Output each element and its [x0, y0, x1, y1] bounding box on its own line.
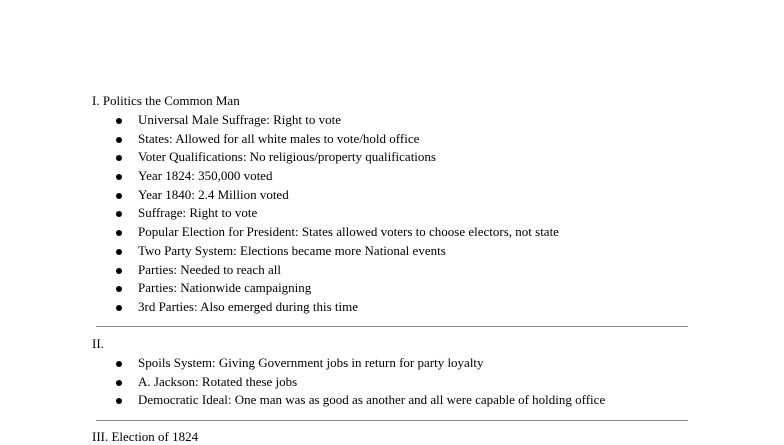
list-item [112, 168, 559, 187]
list-item [112, 392, 605, 411]
section-heading-2: II. [92, 336, 104, 351]
bullet-icon [116, 286, 122, 292]
bullet-list-2 [112, 355, 605, 411]
list-item [112, 112, 559, 131]
bullet-icon [116, 155, 122, 161]
list-item [112, 149, 559, 168]
bullet-icon [116, 398, 122, 404]
list-item-text: Democratic Ideal: One man was as good as another and all were capable of holding office [138, 392, 606, 408]
bullet-icon [116, 361, 122, 367]
list-item-text: Two Party System: Elections became more National events [138, 242, 446, 258]
list-item-text: Voter Qualifications: No religious/property qualifications [138, 149, 436, 165]
list-item [112, 224, 559, 243]
bullet-icon [116, 137, 122, 143]
list-item-text: Parties: Nationwide campaigning [138, 280, 312, 296]
bullet-icon [116, 193, 122, 199]
bullet-icon [116, 211, 122, 217]
list-item-text: 3rd Parties: Also emerged during this time [138, 298, 359, 314]
list-item-text: Year 1840: 2.4 Million voted [138, 186, 289, 202]
list-item-text: Year 1824: 350,000 voted [138, 168, 273, 184]
list-item-text: Parties: Needed to reach all [138, 261, 281, 277]
list-item [112, 374, 605, 393]
list-item [112, 243, 559, 262]
bullet-icon [116, 249, 122, 255]
bullet-icon [116, 174, 122, 180]
list-item-text: States: Allowed for all white males to vote/hold office [138, 130, 420, 146]
list-item [112, 262, 559, 281]
list-item [112, 187, 559, 206]
bullet-list-1 [112, 112, 559, 318]
bullet-icon [116, 268, 122, 274]
bullet-icon [116, 380, 122, 386]
horizontal-divider-2 [96, 420, 688, 421]
bullet-icon [116, 305, 122, 311]
list-item-text: Universal Male Suffrage: Right to vote [138, 112, 342, 127]
list-item [112, 299, 559, 318]
section-heading-1: I. Politics the Common Man [92, 93, 240, 108]
list-item-text: Suffrage: Right to vote [138, 205, 258, 221]
list-item [112, 280, 559, 299]
bullet-icon [116, 118, 122, 124]
list-item [112, 205, 559, 224]
section-heading-3: III. Election of 1824 [92, 429, 199, 444]
list-item-text: Popular Election for President: States allowed voters to choose electors, not state [138, 224, 559, 240]
list-item [112, 131, 559, 150]
list-item-text: Spoils System: Giving Government jobs in return for party loyalty [138, 355, 484, 370]
list-item-text: A. Jackson: Rotated these jobs [138, 373, 298, 389]
bullet-icon [116, 230, 122, 236]
list-item [112, 355, 605, 374]
horizontal-divider-1 [96, 326, 688, 327]
